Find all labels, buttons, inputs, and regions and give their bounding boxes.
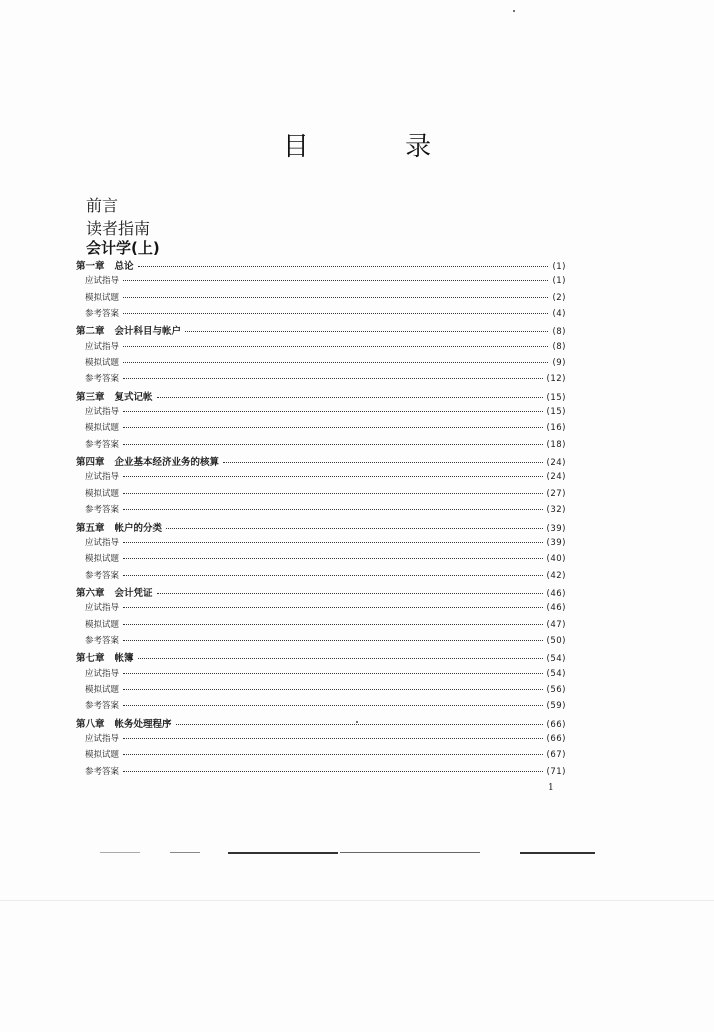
dot-leader (123, 737, 543, 739)
scan-edge (0, 900, 714, 901)
scan-artifact-line (520, 852, 595, 854)
chapter-title: 复式记帐 (114, 391, 153, 403)
toc-subsection-row (76, 536, 566, 552)
toc-subsection-row (76, 667, 566, 683)
toc-page-number: (39) (546, 537, 566, 548)
section-title: 会计学(上) (86, 239, 160, 257)
toc-page-number: (66) (546, 733, 566, 744)
toc-subsection-row (76, 372, 566, 388)
subsection-title: 应试指导 (85, 537, 120, 548)
toc-subsection-row (76, 307, 566, 323)
subsection-title: 模拟试题 (85, 292, 120, 303)
subsection-title: 模拟试题 (85, 554, 120, 565)
toc-page-number: (59) (546, 701, 566, 712)
toc-subsection-row (76, 487, 566, 503)
dot-leader (123, 541, 543, 543)
toc-subsection-row (76, 421, 566, 437)
subsection-title: 模拟试题 (85, 619, 120, 630)
dot-leader (123, 623, 543, 625)
toc-page-number: (24) (546, 458, 566, 469)
toc-chapter-row (76, 389, 566, 405)
dot-leader (123, 753, 543, 755)
toc-page-number: (40) (546, 554, 566, 565)
toc-subsection-row (76, 765, 566, 781)
toc-subsection-row (76, 634, 566, 650)
chapter-number: 第一章 (76, 261, 105, 272)
toc-chapter-row (76, 520, 566, 536)
dot-leader (123, 443, 543, 445)
scan-artifact-line (340, 852, 480, 853)
scan-speck (513, 10, 515, 12)
toc-page-number: (54) (546, 654, 566, 665)
toc-page-number: (15) (546, 407, 566, 418)
dot-leader (123, 606, 543, 608)
subsection-title: 应试指导 (85, 407, 120, 418)
dot-leader (123, 410, 543, 412)
page-number: 1 (548, 783, 554, 793)
dot-leader (138, 265, 549, 267)
chapter-number: 第七章 (76, 653, 105, 665)
dot-leader (157, 592, 543, 594)
subsection-title: 参考答案 (85, 635, 120, 646)
toc-subsection-row (76, 503, 566, 519)
subsection-title: 模拟试题 (85, 423, 120, 434)
chapter-title: 会计凭证 (114, 587, 153, 599)
chapter-number: 第六章 (76, 587, 105, 599)
subsection-title: 参考答案 (85, 374, 120, 385)
toc-subsection-row (76, 699, 566, 715)
toc-chapter-row (76, 716, 566, 732)
dot-leader (123, 639, 543, 641)
toc-page-number: (16) (546, 423, 566, 434)
toc-page-number: (4) (552, 309, 566, 320)
chapter-title: 企业基本经济业务的核算 (114, 457, 220, 469)
toc-page-number: (8) (552, 327, 566, 338)
toc-subsection-row (76, 732, 566, 748)
dot-leader (166, 527, 543, 529)
toc-chapter-row (76, 585, 566, 601)
toc-subsection-row (76, 470, 566, 486)
subsection-title: 应试指导 (85, 603, 120, 614)
preface-entry: 前言 (86, 196, 119, 215)
toc-page-number: (50) (546, 635, 566, 646)
dot-leader (123, 361, 548, 363)
toc-subsection-row (76, 340, 566, 356)
scan-artifact-line (228, 852, 338, 854)
toc-subsection-row (76, 618, 566, 634)
subsection-title: 应试指导 (85, 733, 120, 744)
subsection-title: 应试指导 (85, 276, 120, 287)
toc-page-number: (56) (546, 684, 566, 695)
toc-page-number: (1) (552, 276, 566, 287)
dot-leader (138, 657, 543, 659)
chapter-title: 总论 (114, 261, 134, 272)
toc-subsection-row (76, 683, 566, 699)
chapter-title: 帐务处理程序 (114, 718, 172, 730)
toc-page-number: (47) (546, 619, 566, 630)
dot-leader (123, 557, 543, 559)
toc-page-number: (42) (546, 570, 566, 581)
toc-subsection-row (76, 601, 566, 617)
toc-chapter-row (76, 454, 566, 470)
toc-page-number: (46) (546, 588, 566, 599)
chapter-title: 会计科目与帐户 (114, 326, 182, 338)
toc-page-number: (66) (546, 719, 566, 730)
toc-subsection-row (76, 291, 566, 307)
scan-artifact-line (170, 852, 200, 853)
dot-leader (157, 396, 543, 398)
dot-leader (123, 475, 543, 477)
dot-leader (123, 312, 548, 314)
chapter-number: 第二章 (76, 326, 105, 338)
dot-leader (185, 330, 548, 332)
dot-leader (123, 672, 543, 674)
subsection-title: 模拟试题 (85, 684, 120, 695)
scan-artifact-line (100, 852, 140, 853)
toc-subsection-row (76, 569, 566, 585)
chapter-number: 第五章 (76, 522, 105, 534)
toc-page-number: (12) (546, 374, 566, 385)
dot-leader (123, 688, 543, 690)
subsection-title: 模拟试题 (85, 750, 120, 761)
subsection-title: 参考答案 (85, 701, 120, 712)
toc-page-number: (9) (552, 358, 566, 369)
chapter-title: 帐簿 (114, 653, 134, 665)
toc-subsection-row (76, 438, 566, 454)
toc-chapter-row (76, 258, 566, 274)
toc-subsection-row (76, 405, 566, 421)
scan-speck (356, 721, 358, 723)
chapter-number: 第八章 (76, 718, 105, 730)
subsection-title: 参考答案 (85, 439, 120, 450)
toc-chapter-row (76, 323, 566, 339)
dot-leader (123, 704, 543, 706)
dot-leader (123, 508, 543, 510)
chapter-number: 第三章 (76, 391, 105, 403)
subsection-title: 模拟试题 (85, 488, 120, 499)
toc-page-number: (67) (546, 750, 566, 761)
toc-page-number: (24) (546, 472, 566, 483)
chapter-number: 第四章 (76, 457, 105, 469)
toc-page-number: (2) (552, 292, 566, 303)
toc-subsection-row (76, 552, 566, 568)
toc-page-number: (18) (546, 439, 566, 450)
toc-subsection-row (76, 356, 566, 372)
subsection-title: 参考答案 (85, 570, 120, 581)
table-of-contents (76, 258, 566, 781)
dot-leader (123, 296, 548, 298)
dot-leader (223, 461, 543, 463)
dot-leader (123, 377, 543, 379)
subsection-title: 应试指导 (85, 668, 120, 679)
toc-page-number: (39) (546, 523, 566, 534)
toc-page-number: (46) (546, 603, 566, 614)
toc-subsection-row (76, 274, 566, 290)
page-title: 目 录 (282, 132, 476, 162)
dot-leader (123, 492, 543, 494)
toc-page-number: (71) (546, 766, 566, 777)
subsection-title: 参考答案 (85, 309, 120, 320)
subsection-title: 模拟试题 (85, 358, 120, 369)
chapter-title: 帐户的分类 (114, 522, 163, 534)
toc-page-number: (1) (552, 262, 566, 272)
toc-page-number: (54) (546, 668, 566, 679)
dot-leader (176, 723, 543, 725)
dot-leader (123, 574, 543, 576)
subsection-title: 参考答案 (85, 766, 120, 777)
reader-guide-entry: 读者指南 (86, 219, 151, 238)
toc-page-number: (15) (546, 392, 566, 403)
subsection-title: 参考答案 (85, 505, 120, 516)
toc-subsection-row (76, 748, 566, 764)
dot-leader (123, 770, 543, 772)
toc-chapter-row (76, 650, 566, 666)
dot-leader (123, 279, 548, 281)
toc-page-number: (32) (546, 505, 566, 516)
toc-page-number: (27) (546, 488, 566, 499)
subsection-title: 应试指导 (85, 472, 120, 483)
subsection-title: 应试指导 (85, 341, 120, 352)
toc-page-number: (8) (552, 341, 566, 352)
dot-leader (123, 345, 548, 347)
dot-leader (123, 426, 543, 428)
